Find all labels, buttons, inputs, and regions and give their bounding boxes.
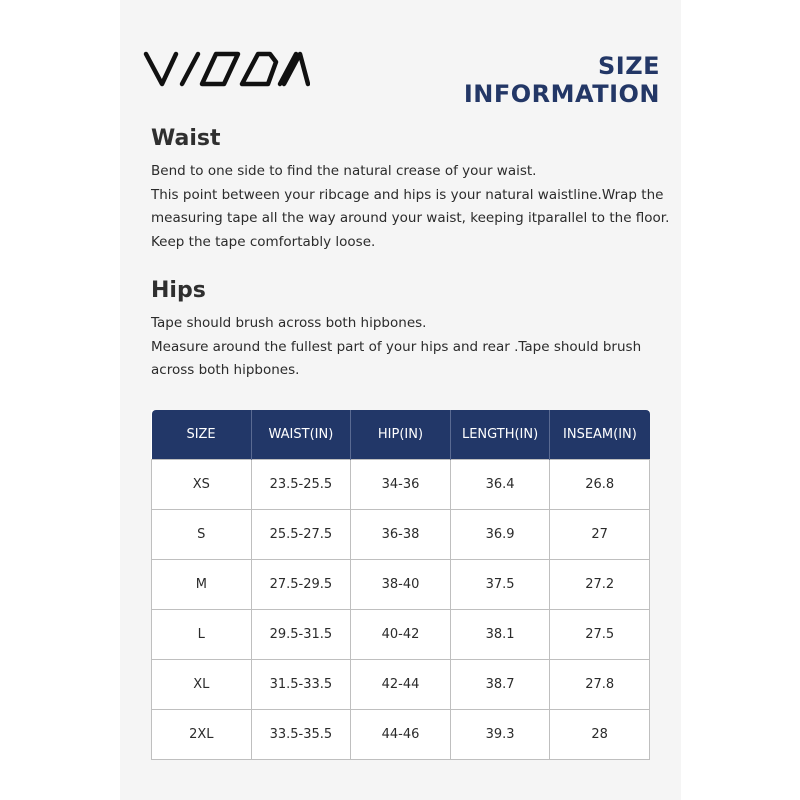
- table-row: [152, 660, 650, 710]
- cell-waist: 31.5-33.5: [251, 660, 351, 710]
- cell-hip: 44-46: [351, 710, 451, 760]
- cell-hip: 40-42: [351, 610, 451, 660]
- cell-length: 37.5: [450, 560, 550, 610]
- cell-waist: 25.5-27.5: [251, 510, 351, 560]
- cell-size: L: [152, 610, 252, 660]
- hips-heading: Hips: [151, 278, 206, 303]
- table-header-row: [152, 410, 650, 460]
- cell-waist: 29.5-31.5: [251, 610, 351, 660]
- cell-size: XS: [152, 460, 252, 510]
- header-hip: HIP(IN): [351, 410, 451, 460]
- cell-waist: 23.5-25.5: [251, 460, 351, 510]
- waist-instructions: [151, 160, 670, 254]
- hips-instructions: [151, 312, 651, 383]
- cell-length: 38.1: [450, 610, 550, 660]
- cell-hip: 38-40: [351, 560, 451, 610]
- header-size: SIZE: [152, 410, 252, 460]
- cell-hip: 36-38: [351, 510, 451, 560]
- cell-inseam: 26.8: [550, 460, 650, 510]
- cell-inseam: 27: [550, 510, 650, 560]
- hips-line: Measure around the fullest part of your hips and rear .Tape should brush: [151, 338, 642, 355]
- waist-heading: Waist: [151, 126, 221, 151]
- brand-logo: [142, 50, 310, 88]
- cell-size: 2XL: [152, 710, 252, 760]
- cell-inseam: 28: [550, 710, 650, 760]
- cell-length: 38.7: [450, 660, 550, 710]
- cell-waist: 33.5-35.5: [251, 710, 351, 760]
- cell-length: 36.9: [450, 510, 550, 560]
- page-title: SIZE INFORMATION: [463, 52, 660, 108]
- header-inseam: INSEAM(IN): [550, 410, 650, 460]
- cell-inseam: 27.8: [550, 660, 650, 710]
- waist-line: This point between your ribcage and hips is your natural waistline.Wrap the: [151, 186, 664, 203]
- table-row: [152, 510, 650, 560]
- waist-line: Bend to one side to find the natural crease of your waist.: [151, 163, 537, 179]
- table-row: [152, 710, 650, 760]
- table-row: [152, 560, 650, 610]
- cell-waist: 27.5-29.5: [251, 560, 351, 610]
- cell-hip: 34-36: [351, 460, 451, 510]
- cell-inseam: 27.2: [550, 560, 650, 610]
- cell-size: S: [152, 510, 252, 560]
- cell-size: XL: [152, 660, 252, 710]
- cell-size: M: [152, 560, 252, 610]
- hips-line: across both hipbones.: [151, 362, 300, 378]
- cell-length: 39.3: [450, 710, 550, 760]
- header-length: LENGTH(IN): [450, 410, 550, 460]
- cell-inseam: 27.5: [550, 610, 650, 660]
- waist-line: measuring tape all the way around your waist, keeping itparallel to the floor.: [151, 210, 670, 226]
- cell-hip: 42-44: [351, 660, 451, 710]
- size-chart-table: [151, 410, 650, 760]
- table-row: [152, 460, 650, 510]
- waist-line: Keep the tape comfortably loose.: [151, 233, 376, 250]
- cell-length: 36.4: [450, 460, 550, 510]
- hips-line: Tape should brush across both hipbones.: [151, 315, 427, 331]
- table-row: [152, 610, 650, 660]
- header-waist: WAIST(IN): [251, 410, 351, 460]
